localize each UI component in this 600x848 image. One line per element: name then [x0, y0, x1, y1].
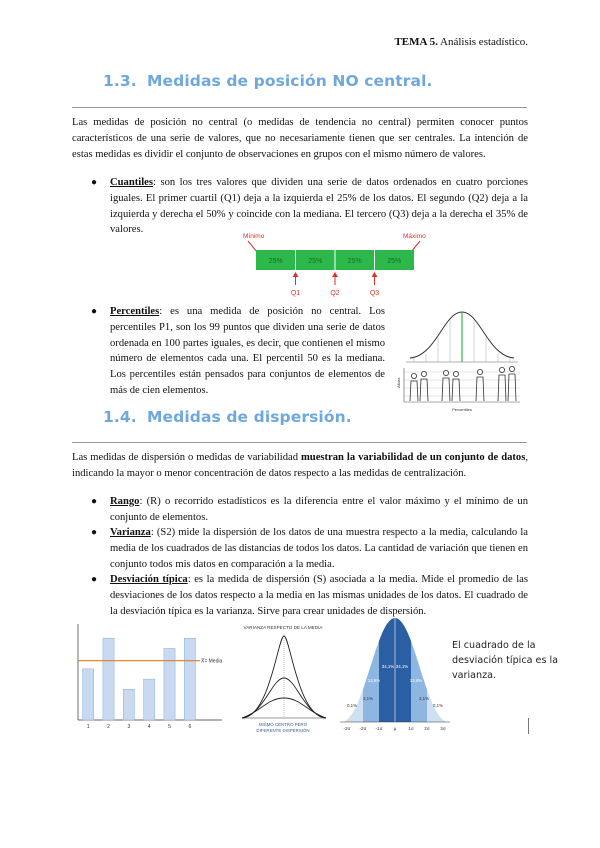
arrow-heads [293, 272, 378, 277]
sigma-tick: -3σ [343, 726, 351, 731]
sd-note-line: desviación típica es la [452, 655, 559, 666]
variance-figure-title: VARIANZA RESPECTO DE LA MEDIA [243, 625, 323, 630]
section-divider [72, 442, 527, 443]
pct-label: 0,1% [346, 703, 358, 708]
bar-category-label: 6 [188, 724, 192, 730]
sd-note-line: varianza. [452, 670, 497, 681]
sigma-tick: 2σ [424, 726, 430, 731]
segment-label: 25% [308, 258, 323, 265]
variance-caption-2: DIFERENTE DISPERSIÓN [256, 728, 310, 733]
minimum-label: Mínimo [243, 233, 265, 240]
sd-note-line: El cuadrado de la [452, 640, 536, 651]
altura-axis-label: Altura [396, 377, 401, 388]
figure-edge-rule [528, 718, 529, 734]
page-header: TEMA 5. Análisis estadístico. [394, 36, 528, 48]
bar-category-label: 1 [86, 724, 90, 730]
sigma-tick: 3σ [440, 726, 446, 731]
sigma-tick: 1σ [408, 726, 414, 731]
section-divider [72, 107, 527, 108]
bar [83, 669, 94, 720]
bullet-percentiles: ● Percentiles: es una medida de posición no central. Los percentiles P1, son los 99 puntos que dividen una serie de datos ordenada en 100 partes iguales, es decir, que contienen el mismo número de elementos cada una. El percentil 50 es la mediana. Los percentiles están pensados para conjuntos de elementos de más de cien elementos. [91, 306, 385, 396]
bullet-varianza: ● Varianza: (S2) mide la dispersión de los datos de una muestra respecto a la media, calculando la media de los cuadrados de las distancias de todos los datos. La cantidad de variación que tienen en conjunto todos mis datos en comparación a la media. [91, 527, 528, 570]
bar [164, 648, 175, 720]
pct-label: 0,1% [432, 703, 444, 708]
bar [123, 689, 134, 720]
bullet-cuantiles: ● Cuantiles: son los tres valores que dividen una serie de datos ordenados en cuatro porciones iguales. El primer cuartil (Q1) deja a la izquierda el 25% de los datos. El segundo (Q2) deja a la izquierda y derecha el 50% y coincide con la mediana. El tercero (Q3) deja a la derecha el 35% de valores. [91, 177, 528, 236]
sd-note [452, 638, 559, 683]
min-arrow [248, 241, 257, 252]
people-icons [410, 366, 516, 401]
sigma-tick: -2σ [359, 726, 367, 731]
section-heading-1-3: 1.3. Medidas de posición NO central. [103, 72, 433, 90]
variance-figure [234, 622, 332, 736]
dispersion-intro-paragraph: Las medidas de dispersión o medidas de variabilidad muestran la variabilidad de un conjunto de datos, indicando la mayor o menor concentración de datos respecto a las medidas de centralización. [72, 452, 528, 479]
percentile-figure [396, 306, 528, 414]
maximum-label: Máximo [403, 233, 426, 240]
pct-label: 13,6% [367, 678, 381, 683]
bar [103, 638, 114, 720]
pct-label: 2,1% [418, 696, 430, 701]
q2-label: Q2 [330, 290, 340, 297]
quartile-figure [240, 227, 440, 299]
pct-label: 13,6% [409, 678, 423, 683]
q3-label: Q3 [369, 290, 380, 297]
bullet-rango: ● Rango: (R) o recorrido estadísticos es la diferencia entre el valor máximo y el mínimo de un conjunto de elementos. [91, 496, 528, 523]
segment-label: 25% [268, 258, 283, 265]
section-heading-1-4: 1.4. Medidas de dispersión. [103, 408, 352, 426]
sigma-tick: -1σ [375, 726, 383, 731]
q1-label: Q1 [290, 290, 301, 297]
pct-label: 34,1% [381, 664, 395, 669]
intro-paragraph: Las medidas de posición no central (o medidas de tendencia no central) permiten conocer puntos característicos de una serie de valores, que no necesariamente tienen que ser centrales. La intención de estas medidas es dividir el conjunto de observaciones en grupos con el mismo número de valores. [72, 117, 528, 160]
mean-label: X̄= Media [201, 658, 223, 665]
variance-caption-1: MISMO CENTRO PERO [258, 722, 308, 727]
normal-distribution-figure [338, 612, 452, 736]
bar-category-label: 4 [147, 724, 151, 730]
bar [184, 638, 195, 720]
segment-label: 25% [347, 258, 362, 265]
pct-label: 2,1% [362, 696, 374, 701]
bar-category-label: 3 [127, 724, 131, 730]
pct-label: 34,1% [395, 664, 409, 669]
segment-label: 25% [387, 258, 402, 265]
bar-category-label: 2 [107, 724, 110, 730]
bar [144, 679, 155, 720]
percentiles-axis-label: Percentiles [452, 407, 472, 412]
sigma-tick: μ [393, 726, 397, 731]
bullet-desviacion-tipica: ● Desviación típica: es la medida de dispersión (S) asociada a la media. Mide el promedio de las desviaciones de los datos respecto a la media en las mismas unidades de los datos. El cuadrado de la desviación típica es la varianza. Sirve para crear unidades de dispersión. [91, 574, 528, 617]
bar-chart-figure [72, 620, 228, 738]
bar-category-label: 5 [168, 724, 171, 730]
